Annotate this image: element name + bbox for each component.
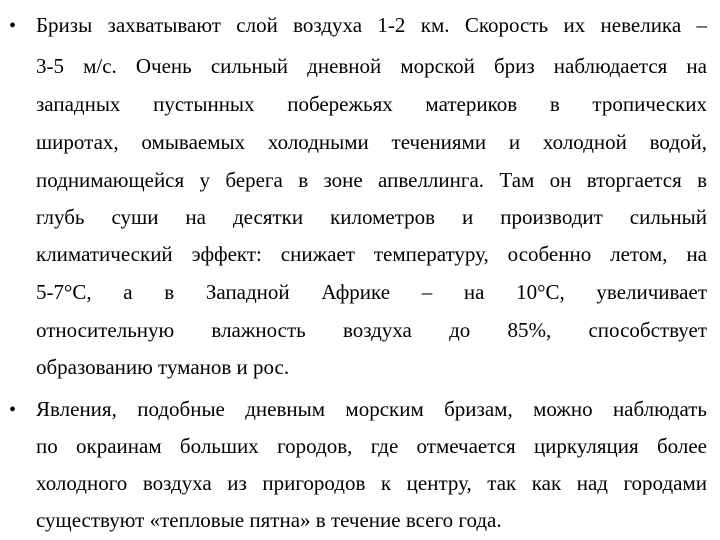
paragraph-line: поднимающейся у берега в зоне апвеллинга. Там он вторгается в: [36, 168, 707, 192]
paragraph-line: холодного воздуха из пригородов к центру, так как над городами: [36, 471, 707, 495]
paragraph-line: Бризы захватывают слой воздуха 1-2 км. Скорость их невелика –: [36, 13, 707, 37]
paragraph-line: широтах, омываемых холодными течениями и холодной водой,: [36, 130, 707, 154]
bullet-marker: •: [9, 15, 17, 37]
paragraph-line: глубь суши на десятки километров и производит сильный: [36, 205, 707, 229]
paragraph-line: западных пустынных побережьях материков в тропических: [36, 92, 707, 116]
paragraph-line: Явления, подобные дневным морским бризам, можно наблюдать: [36, 397, 707, 421]
paragraph-line: образованию туманов и рос.: [36, 355, 290, 379]
paragraph-line: по окраинам больших городов, где отмечается циркуляция более: [36, 434, 707, 458]
bullet-marker: •: [9, 399, 17, 421]
paragraph-line: 5-7°С, а в Западной Африке – на 10°С, увеличивает: [36, 280, 707, 304]
paragraph-line: 3-5 м/с. Очень сильный дневной морской бриз наблюдается на: [36, 54, 707, 78]
paragraph-line: климатический эффект: снижает температуру, особенно летом, на: [36, 242, 707, 266]
paragraph-line: существуют «тепловые пятна» в течение всего года.: [36, 508, 502, 532]
paragraph-line: относительную влажность воздуха до 85%, способствует: [36, 318, 707, 342]
